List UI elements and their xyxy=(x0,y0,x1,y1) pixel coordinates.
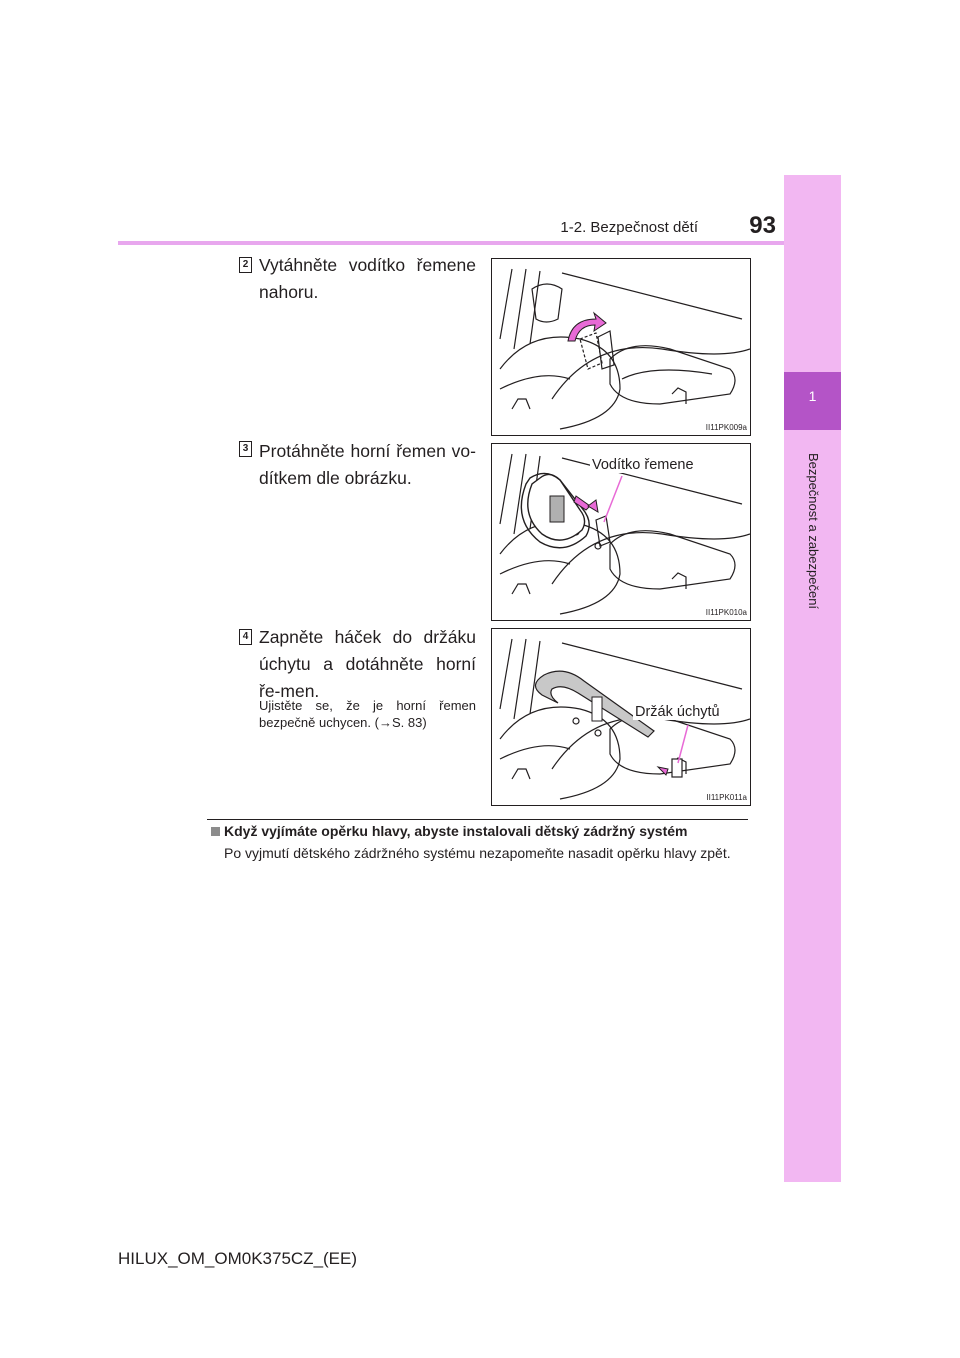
chapter-number: 1 xyxy=(808,388,817,404)
page-number: 93 xyxy=(749,212,776,239)
note-heading: Když vyjímáte opěrku hlavy, abyste instalovali dětský zádržný systém xyxy=(224,823,688,839)
chapter-side-tab xyxy=(784,175,841,1182)
callout-anchor-bracket: Držák úchytů xyxy=(635,704,720,720)
header-rule xyxy=(118,241,784,245)
callout-strap-guide: Vodítko řemene xyxy=(592,457,694,473)
step-badge-2: 2 xyxy=(239,257,252,273)
step-4-text: Zapněte háček do držáku úchytu a dotáhněte horní ře-men. xyxy=(259,627,476,701)
step-badge-4: 4 xyxy=(239,629,252,645)
illustration-code: II11PK009a xyxy=(705,423,747,432)
section-divider xyxy=(207,819,748,820)
step-4-note: Ujistěte se, že je horní řemen bezpečně uchycen. (→S. 83) xyxy=(259,698,476,730)
illustration-code: II11PK011a xyxy=(706,793,747,802)
step-badge-3: 3 xyxy=(239,441,252,457)
chapter-label: Bezpečnost a zabezpečení xyxy=(806,452,821,610)
seat-illustration-1 xyxy=(492,259,750,435)
section-title: 1-2. Bezpečnost dětí xyxy=(560,219,698,236)
document-id: HILUX_OM_OM0K375CZ_(EE) xyxy=(118,1249,358,1268)
note-bullet-icon xyxy=(211,827,220,836)
illustration-hook-anchor xyxy=(491,628,751,806)
note-body: Po vyjmutí dětského zádržného systému nezapomeňte nasadit opěrku hlavy zpět. xyxy=(224,845,731,861)
illustration-code: II11PK010a xyxy=(705,608,747,617)
illustration-pull-strap-guide xyxy=(491,258,751,436)
illustration-route-tether-strap xyxy=(491,443,751,621)
step-2-text: Vytáhněte vodítko řemene nahoru. xyxy=(259,255,476,302)
step-3-text: Protáhněte horní řemen vo-dítkem dle obrázku. xyxy=(259,441,476,488)
